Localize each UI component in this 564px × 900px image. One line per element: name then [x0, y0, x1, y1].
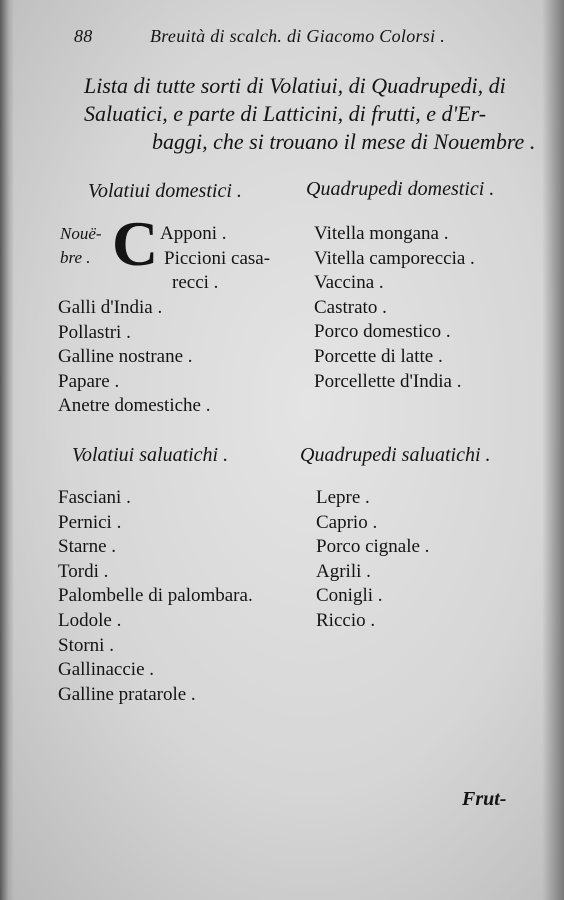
list-title	[84, 72, 552, 156]
page-number: 88	[74, 26, 93, 46]
list-item: Papare .	[58, 370, 120, 392]
list-item: Galline pratarole .	[58, 683, 196, 705]
list-item: Lepre .	[316, 487, 370, 508]
heading-volatiui-domestici: Volatiui domestici .	[88, 180, 242, 202]
list-item: Pollastri .	[58, 321, 131, 343]
list-item: Gallinaccie .	[58, 659, 155, 681]
list-item: Caprio .	[316, 511, 378, 533]
list-item: Piccioni casa-	[164, 247, 271, 269]
list-item: Pernici .	[58, 511, 122, 533]
list-volatiui-domestici	[58, 296, 210, 419]
list-item: Riccio .	[316, 609, 376, 631]
list-volatiui-saluatichi	[58, 486, 253, 707]
list-item: Porco domestico .	[314, 321, 451, 343]
list-item: Galli d'India .	[58, 297, 163, 318]
title-line-2: Saluatici, e parte di Latticini, di frutti, e d'Er-	[84, 101, 487, 126]
list-item: Apponi .	[160, 223, 227, 244]
heading-quadrupedi-saluatichi: Quadrupedi saluatichi .	[300, 444, 491, 466]
list-item: Castrato .	[314, 296, 387, 318]
catchword: Frut-	[462, 788, 507, 810]
list-item: Porcette di latte .	[314, 345, 443, 367]
list-quadrupedi-saluatichi	[316, 486, 429, 634]
list-item: recci .	[172, 272, 219, 294]
running-title: Breuità di scalch. di Giacomo Colorsi .	[150, 26, 446, 46]
drop-cap-lines	[160, 222, 270, 296]
list-item: Porco cignale .	[316, 536, 430, 558]
list-item: Starne .	[58, 536, 117, 558]
list-item: Porcellette d'India .	[314, 370, 462, 392]
list-item: Galline nostrane .	[58, 346, 193, 368]
title-line-1: Lista di tutte sorti di Volatiui, di Quadrupedi, di	[84, 73, 506, 98]
list-item: Tordi .	[58, 560, 109, 582]
list-item: Vaccina .	[314, 272, 384, 294]
list-item: Agrili .	[316, 560, 371, 582]
list-item: Vitella camporeccia .	[314, 247, 475, 269]
list-quadrupedi-domestici	[314, 222, 475, 394]
month-marginal-note	[60, 222, 112, 270]
page-gutter-shadow	[0, 0, 14, 900]
month-note-line: bre .	[60, 248, 91, 267]
list-item: Lodole .	[58, 609, 122, 631]
title-line-3: baggi, che si trouano il mese di Nouembre .	[152, 129, 536, 154]
list-item: Storni .	[58, 634, 114, 656]
list-item: Vitella mongana .	[314, 223, 449, 244]
drop-cap: C	[112, 208, 159, 279]
list-item: Fasciani .	[58, 487, 131, 508]
list-item: Palombelle di palombara.	[58, 585, 253, 607]
list-item: Conigli .	[316, 585, 383, 607]
heading-volatiui-saluatichi: Volatiui saluatichi .	[72, 444, 229, 466]
list-item: Anetre domestiche .	[58, 395, 211, 417]
month-note-line: Nouë-	[60, 224, 102, 243]
heading-quadrupedi-domestici: Quadrupedi domestici .	[306, 178, 495, 200]
